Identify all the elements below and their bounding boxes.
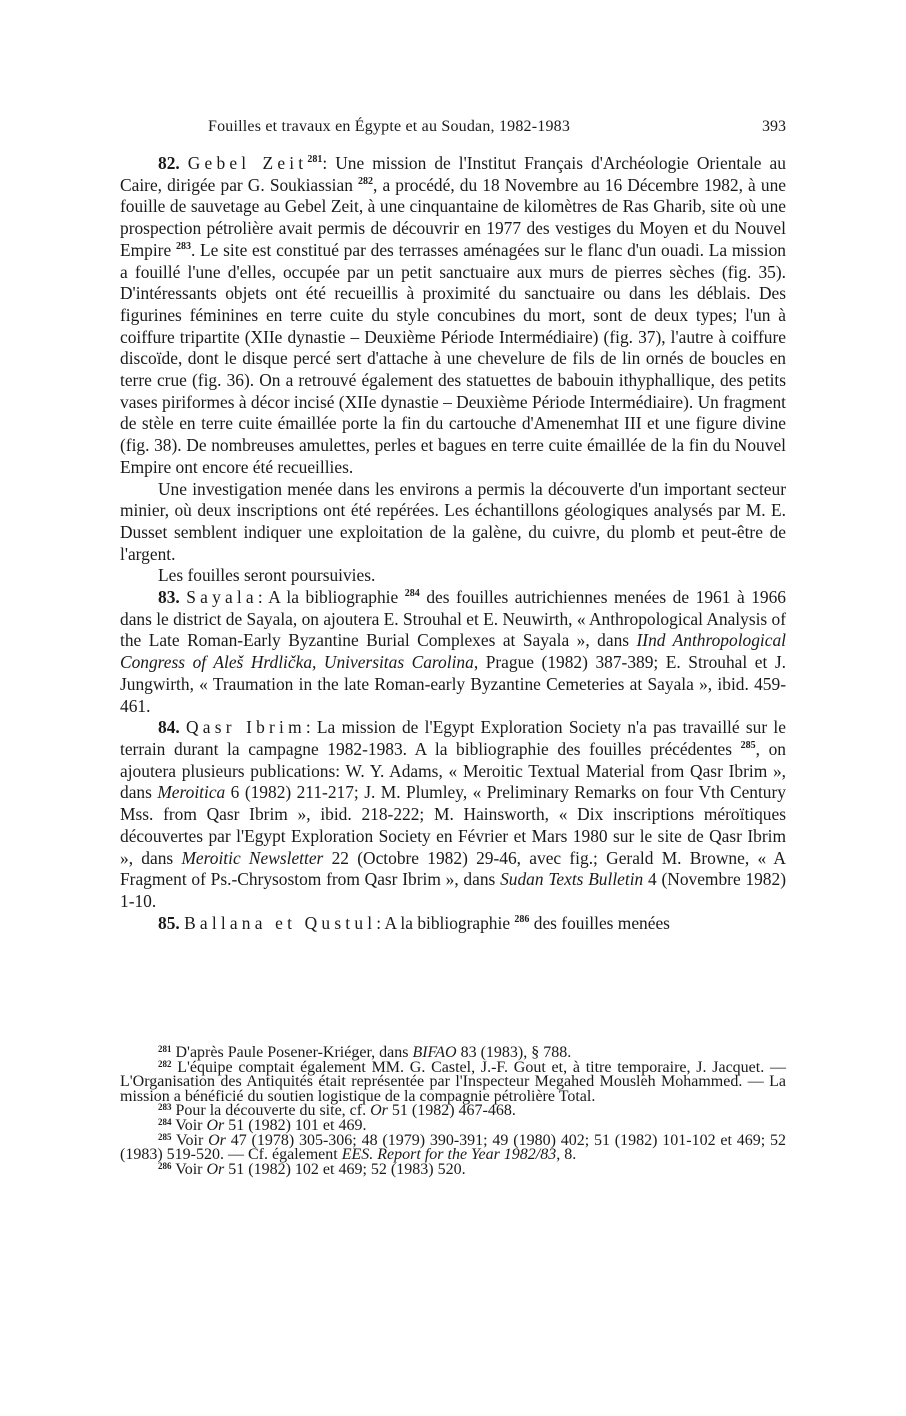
footnote-282 [120, 1058, 786, 1105]
section-83-paragraph [120, 587, 786, 717]
footnote-number: 283 [158, 1102, 172, 1113]
footnote-text: 47 (1978) 305-306; 48 (1979) 390-391; 49 (1980) 402; 51 (1982) 101-102 et 469; 52 (1983) 519-520. — Cf. également [120, 1131, 787, 1164]
footnote-286 [120, 1160, 786, 1178]
paragraph-text: des fouilles menées [529, 912, 670, 933]
footnote-text: 51 (1982) 467-468. [387, 1102, 516, 1120]
paragraph-text: : La mission de l'Egypt Exploration Society n'a pas travaillé sur le terrain durant la campagne 1982-1983. A la bibliographie des fouilles précédentes [120, 717, 786, 759]
footnote-ref: 284 [404, 588, 420, 600]
running-header [120, 118, 786, 140]
section-84-paragraph [120, 717, 786, 912]
footnote-number: 285 [158, 1131, 172, 1142]
section-85-paragraph [120, 913, 786, 935]
footnote-number: 284 [158, 1116, 172, 1127]
footnote-ref: 281 [307, 154, 323, 165]
paragraph-text: . Le site est constitué par des terrasses aménagées sur le flanc d'un ouadi. La mission a fouillé l'une d'elles, occupée par un petit sanctuaire aux murs de pierres sèches (fig. 35). D'intéressants objets ont été recueillis à proximité du sanctuaire ou dans les déblais. Des figurines féminines en terre cuite du style concubines du mort, sont de deux types; l'un à coiffure tripartite (XIIe dynastie – Deuxième Période Intermédiaire) (fig. 37), l'autre à coiffure discoïde, dont le disque percé sert d'attache à une chevelure de fils de lin ornés de boucles en terre crue (fig. 36). On a retrouvé également des statuettes de babouin ithyphallique, des petits vases piriformes à décor incisé (XIIe dynastie – Deuxième Période Intermédiaire). Un fragment de stèle en terre cuite émaillée porte la fin du cartouche d'Amenemhat III et une figure divine (fig. 38). De nombreuses amulettes, perles et bagues en terre cuite émaillée de la fin du Nouvel Empire ont encore été recueillies. [120, 239, 786, 477]
paragraph-text: : Une mission de l'Institut Français d'Archéologie Orientale au Caire, dirigée par G. Soukiassian [120, 153, 786, 195]
journal-title: Or [206, 1160, 225, 1178]
footnote-ref: 282 [358, 175, 374, 187]
section-82-paragraph-3: Les fouilles seront poursuivies. [158, 565, 376, 586]
footnote-text: 51 (1982) 102 et 469; 52 (1983) 520. [224, 1160, 466, 1178]
footnote-text: 83 (1983), § 788. [456, 1044, 572, 1061]
footnote-text: D'après Paule Posener-Kriéger, dans [171, 1044, 413, 1061]
journal-title: Or [370, 1102, 388, 1120]
footnote-ref: 286 [514, 913, 530, 925]
journal-title: BIFAO [412, 1044, 457, 1061]
paragraph-text: 6 (1982) 211-217; J. M. Plumley, « Preliminary Remarks on four Vth Century Mss. from Qasr Ibrim », ibid. 218-222; M. Hainsworth, « Dix inscriptions méroïtiques découvertes par l'Egypt Exploration Society en Février et Mars 1980 sur le site de Qasr Ibrim », dans [120, 782, 786, 868]
site-name: Qasr Ibrim [186, 717, 306, 738]
footnote-text: 51 (1982) 101 et 469. [224, 1116, 367, 1134]
footnote-text: L'équipe comptait également MM. G. Castel, J.-F. Gout et, à titre temporaire, J. Jacquet. — L'Organisation des Antiquités était représentée par l'Inspecteur Megahed Mousleh Mohammed. — La mission a bénéficié du soutien logistique de la compagnie pétrolière Total. [120, 1058, 786, 1105]
site-name: Sayala [186, 587, 258, 608]
footnote-number: 282 [158, 1058, 172, 1069]
footnote-ref: 285 [740, 739, 756, 751]
footnote-285 [120, 1131, 787, 1164]
section-82-paragraph [120, 153, 786, 479]
footnote-text: , 8. [556, 1146, 577, 1164]
footnote-number: 281 [158, 1044, 172, 1054]
paragraph-text: , a procédé, du 18 Novembre au 16 Décembre 1982, à une fouille de sauvetage au Gebel Zeit, à une cinquantaine de kilomètres de Ras Gharib, site où une prospection pétrolière avait permis de découvrir en 1977 des vestiges du Moyen et du Nouvel Empire [120, 174, 786, 260]
main-text [120, 153, 786, 934]
publication-title: Meroitic Newsletter [181, 847, 324, 868]
paragraph-text: : A la bibliographie [257, 587, 405, 608]
running-title: Fouilles et travaux en Égypte et au Soudan, 1982-1983 [208, 118, 571, 135]
footnote-text: Voir [171, 1116, 207, 1134]
section-number: 83. [158, 587, 180, 608]
footnote-text: Voir [171, 1131, 209, 1149]
section-number: 84. [158, 717, 180, 738]
page-number: 393 [762, 118, 786, 135]
report-title: EES. Report for the Year 1982/83 [341, 1146, 557, 1164]
journal-title: Or [208, 1131, 226, 1149]
footnote-text: Voir [171, 1160, 207, 1178]
paragraph-text: des fouilles autrichiennes menées de 1961 à 1966 dans le district de Sayala, on ajoutera E. Strouhal et E. Neuwirth, « Anthropological Analysis of the Late Roman-Early Byzantine Burial Complexes at Sayala », dans [120, 587, 787, 651]
section-82-paragraph-2: Une investigation menée dans les environs a permis la découverte d'un important secteur minier, où deux inscriptions ont été repérées. Les échantillons géologiques analysés par M. E. Dusset semblent indiquer une exploitation de la galène, du cuivre, du plomb et peut-être de l'argent. [120, 478, 786, 564]
site-name: Ballana et Qustul [184, 912, 377, 933]
footnote-number: 286 [158, 1160, 172, 1171]
paragraph-text: 22 (Octobre 1982) 29-46, avec fig.; Gerald M. Browne, « A Fragment of Ps.-Chrysostom from Qasr Ibrim », dans [120, 847, 786, 890]
paragraph-text: 4 (Novembre 1982) 1-10. [120, 869, 786, 911]
journal-title: Or [206, 1116, 225, 1134]
section-number: 82. [158, 153, 180, 173]
publication-title: Sudan Texts Bulletin [500, 869, 644, 890]
paragraph-text: , on ajoutera plusieurs publications: W. Y. Adams, « Meroitic Textual Material from Qasr Ibrim », dans [120, 738, 786, 803]
footnote-ref: 283 [175, 240, 191, 252]
footnotes [120, 1046, 786, 1177]
footnote-text: Pour la découverte du site, cf. [171, 1102, 371, 1120]
paragraph-text: , Prague (1982) 387-389; E. Strouhal et J. Jungwirth, « Traumation in the late Roman-early Byzantine Cemeteries at Sayala », ibid. 459-461. [120, 652, 786, 716]
section-number: 85. [158, 912, 180, 933]
publication-title: Meroitica [157, 782, 226, 803]
paragraph-text: : A la bibliographie [376, 912, 515, 933]
publication-title: IInd Anthropological Congress of Aleš Hrdlička, Universitas Carolina [120, 630, 786, 673]
site-name: Gebel Zeit [187, 153, 308, 173]
